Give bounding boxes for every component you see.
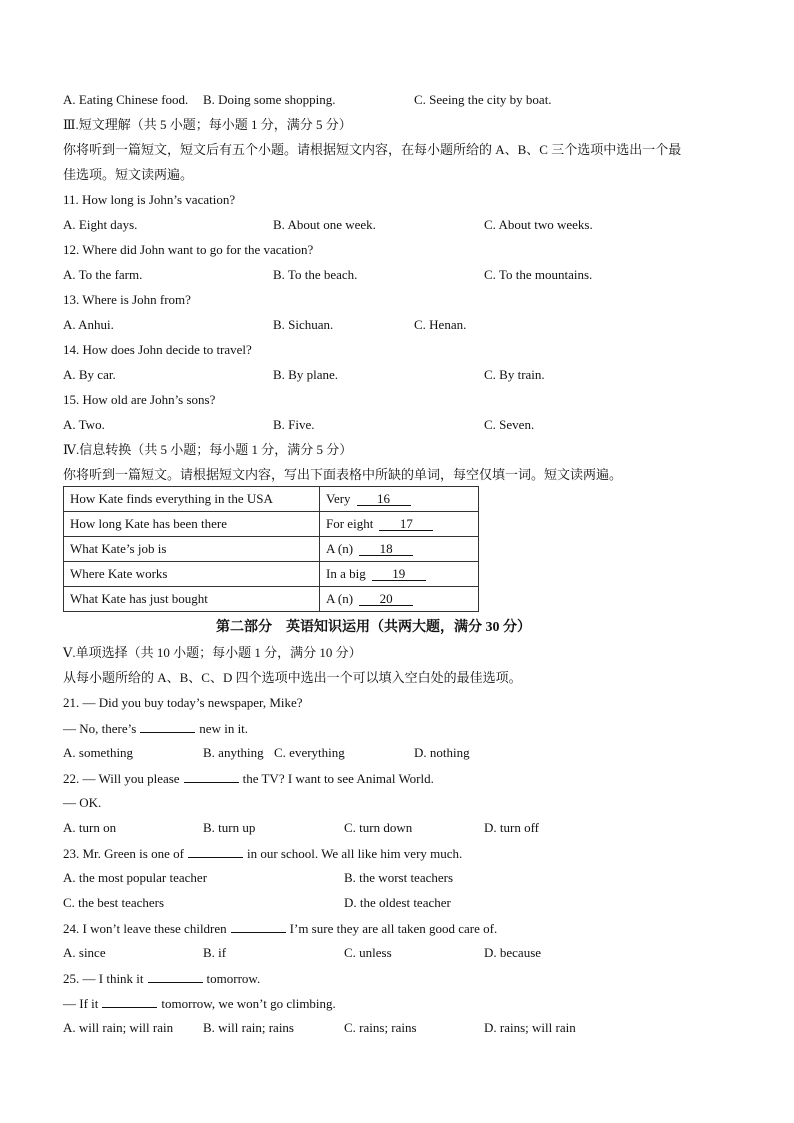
q25-blank-2[interactable] [102,995,157,1008]
q22-stem-pre: 22. — Will you please [63,771,180,786]
q10-option-c: C. Seeing the city by boat. [414,92,552,107]
q24-blank[interactable] [231,920,286,933]
q25-stem [63,970,260,987]
q14-stem: 14. How does John decide to travel? [63,342,252,357]
q23-stem [63,845,462,862]
q22-option-d: D. turn off [484,820,540,835]
info-table [63,486,479,612]
q22-blank[interactable] [184,770,239,783]
q14-option-a: A. By car. [63,367,116,382]
q24-stem-pre: 24. I won’t leave these children [63,921,227,936]
q23-stem-post: in our school. We all like him very much. [246,846,463,861]
table-row [64,512,479,537]
q13-option-b: B. Sichuan. [273,317,334,332]
q21-option-c: C. everything [274,745,345,760]
table-cell-answer [320,487,479,512]
q11-option-c: C. About two weeks. [484,217,593,232]
answer-blank-18[interactable]: 18 [359,542,413,556]
section5-heading: Ⅴ.单项选择（共 10 小题；每小题 1 分，满分 10 分） [63,645,362,660]
q23-option-a: A. the most popular teacher [63,870,208,885]
q25-reply-post: tomorrow, we won’t go climbing. [161,996,336,1011]
section3-instruction-1: 你将听到一篇短文，短文后有五个小题。请根据短文内容，在每小题所给的 A、B、C 三个选项中选出一个最 [63,142,682,157]
table-row [64,487,479,512]
answer-prefix: In a big [326,566,366,581]
section3-heading: Ⅲ.短文理解（共 5 小题；每小题 1 分，满分 5 分） [63,117,352,132]
q23-stem-pre: 23. Mr. Green is one of [63,846,184,861]
q14-option-b: B. By plane. [273,367,338,382]
q22-option-c: C. turn down [344,820,413,835]
table-cell-label: How long Kate has been there [64,512,320,537]
q12-stem: 12. Where did John want to go for the vacation? [63,242,314,257]
q22-option-a: A. turn on [63,820,117,835]
q25-option-c: C. rains; rains [344,1020,417,1035]
table-cell-label: How Kate finds everything in the USA [64,487,320,512]
q25-reply-pre: — If it [63,996,99,1011]
q15-option-b: B. Five. [273,417,315,432]
table-row [64,537,479,562]
q21-stem: 21. — Did you buy today’s newspaper, Mike? [63,695,303,710]
answer-prefix: For eight [326,516,374,531]
q14-option-c: C. By train. [484,367,545,382]
q10-option-b: B. Doing some shopping. [203,92,336,107]
q22-stem [63,770,434,787]
q11-stem: 11. How long is John’s vacation? [63,192,236,207]
answer-prefix: A (n) [326,541,354,556]
q24-option-c: C. unless [344,945,392,960]
q21-reply [63,720,248,737]
answer-blank-16[interactable]: 16 [357,492,411,506]
q25-reply [63,995,336,1012]
q24-stem [63,920,497,937]
q22-option-b: B. turn up [203,820,256,835]
q25-option-a: A. will rain; will rain [63,1020,174,1035]
q21-reply-post: new in it. [199,721,249,736]
answer-blank-20[interactable]: 20 [359,592,413,606]
table-cell-answer [320,562,479,587]
answer-blank-17[interactable]: 17 [379,517,433,531]
section3-instruction-2: 佳选项。短文读两遍。 [63,167,194,182]
q15-option-c: C. Seven. [484,417,535,432]
q11-option-a: A. Eight days. [63,217,138,232]
q21-option-b: B. anything [203,745,264,760]
q24-stem-post: I’m sure they are all taken good care of. [289,921,498,936]
table-row [64,562,479,587]
q23-option-b: B. the worst teachers [344,870,454,885]
section5-instruction: 从每小题所给的 A、B、C、D 四个选项中选出一个可以填入空白处的最佳选项。 [63,670,522,685]
q24-option-a: A. since [63,945,106,960]
section4-instruction: 你将听到一篇短文。请根据短文内容，写出下面表格中所缺的单词，每空仅填一词。短文读两遍。 [63,467,623,482]
q23-blank[interactable] [188,845,243,858]
table-cell-answer [320,512,479,537]
q23-option-d: D. the oldest teacher [344,895,451,910]
q10-option-a: A. Eating Chinese food. [63,92,189,107]
q25-option-d: D. rains; will rain [484,1020,576,1035]
q21-option-d: D. nothing [414,745,470,760]
q13-option-a: A. Anhui. [63,317,114,332]
section4-heading: Ⅳ.信息转换（共 5 小题；每小题 1 分，满分 5 分） [63,442,353,457]
q11-option-b: B. About one week. [273,217,376,232]
q13-option-c: C. Henan. [414,317,467,332]
q22-reply: — OK. [63,795,102,810]
q25-stem-post: tomorrow. [206,971,261,986]
q21-reply-pre: — No, there’s [63,721,137,736]
q25-stem-pre: 25. — I think it [63,971,144,986]
table-row [64,587,479,612]
q15-stem: 15. How old are John’s sons? [63,392,216,407]
table-cell-label: What Kate has just bought [64,587,320,612]
q21-option-a: A. something [63,745,134,760]
answer-blank-19[interactable]: 19 [372,567,426,581]
q25-blank-1[interactable] [148,970,203,983]
table-cell-label: What Kate’s job is [64,537,320,562]
table-cell-answer [320,537,479,562]
q12-option-c: C. To the mountains. [484,267,593,282]
q23-option-c: C. the best teachers [63,895,165,910]
q25-option-b: B. will rain; rains [203,1020,294,1035]
q13-stem: 13. Where is John from? [63,292,191,307]
q24-option-b: B. if [203,945,227,960]
q12-option-a: A. To the farm. [63,267,143,282]
answer-prefix: Very [326,491,351,506]
q15-option-a: A. Two. [63,417,105,432]
q22-stem-post: the TV? I want to see Animal World. [242,771,434,786]
q24-option-d: D. because [484,945,542,960]
table-cell-label: Where Kate works [64,562,320,587]
q12-option-b: B. To the beach. [273,267,358,282]
q21-blank[interactable] [140,720,195,733]
answer-prefix: A (n) [326,591,354,606]
part2-heading: 第二部分 英语知识运用（共两大题，满分 30 分） [216,620,531,635]
table-cell-answer [320,587,479,612]
